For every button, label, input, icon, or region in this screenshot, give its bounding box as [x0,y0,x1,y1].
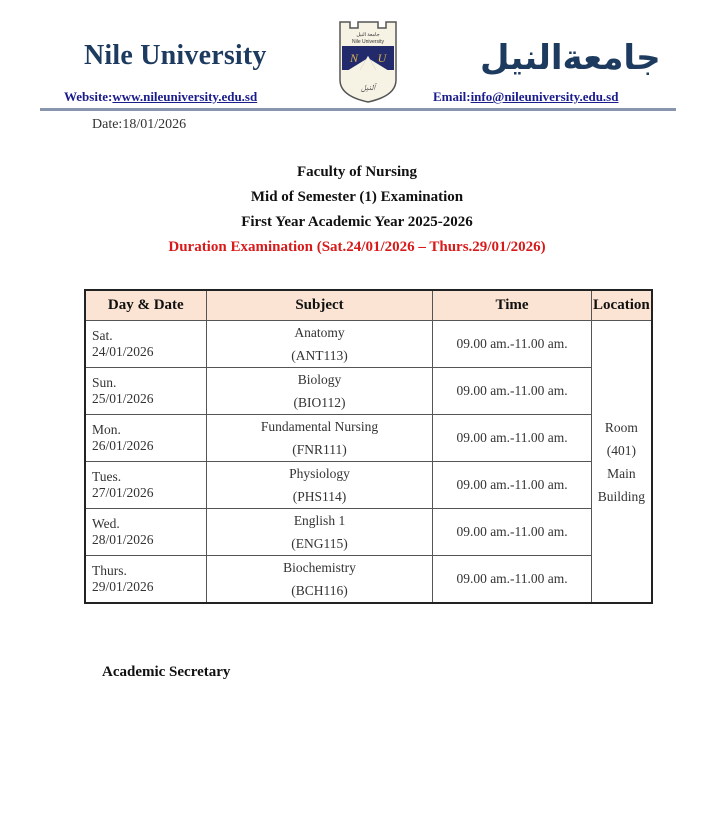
header-day-date: Day & Date [85,290,206,321]
date: 25/01/2026 [92,391,154,406]
table-row [85,462,652,509]
time-cell: 09.00 am.-11.00 am. [433,462,591,509]
document-date: Date:18/01/2026 [92,117,187,132]
subject-code: (ANT113) [291,348,348,363]
email-label: Email: [433,89,471,104]
date: 29/01/2026 [92,579,154,594]
university-logo [336,18,400,104]
website-link[interactable]: www.nileuniversity.edu.sd [112,89,258,104]
date: 28/01/2026 [92,532,154,547]
day-date-cell [85,462,206,509]
subject-name: English 1 [293,513,346,528]
logo-letter-u: U [377,51,387,65]
email-line [433,89,618,105]
logo-motto: ﭐﻟﻨﻴﻞ [361,83,375,92]
day-date-cell [85,415,206,462]
subject-code: (FNR111) [292,442,347,457]
subject-cell [206,462,433,509]
day-date-cell [85,509,206,556]
website-line [64,89,257,105]
subject-name: Fundamental Nursing [260,419,379,434]
date: 27/01/2026 [92,485,154,500]
day-date-cell [85,321,206,368]
time-cell: 09.00 am.-11.00 am. [433,509,591,556]
date: 26/01/2026 [92,438,154,453]
day-date-cell [85,368,206,415]
location-cell [591,321,652,604]
day: Sat. [92,328,113,343]
duration-title: Duration Examination (Sat.24/01/2026 – Thurs.29/01/2026) [168,239,546,255]
location-line-3: Building [597,488,645,504]
table-row [85,321,652,368]
academic-secretary-signature: Academic Secretary [102,664,231,680]
logo-arabic-text: جامعة النيل [356,33,380,38]
time-cell: 09.00 am.-11.00 am. [433,368,591,415]
table-row [85,556,652,604]
subject-cell [206,368,433,415]
exam-schedule-table [84,289,653,604]
table-header-row [85,290,652,321]
subject-code: (BCH116) [291,583,348,598]
subject-cell [206,556,433,604]
subject-cell [206,509,433,556]
email-link[interactable]: info@nileuniversity.edu.sd [470,89,619,104]
day: Wed. [92,516,120,531]
logo-letter-n: N [349,51,359,65]
day: Sun. [92,375,117,390]
subject-cell [206,321,433,368]
day: Tues. [92,469,122,484]
header-subject: Subject [206,290,433,321]
date: 24/01/2026 [92,344,154,359]
location-line-2: Main [607,465,636,481]
day: Thurs. [92,563,127,578]
header-time: Time [433,290,591,321]
faculty-title: Faculty of Nursing [297,164,417,180]
subject-code: (BIO112) [293,395,346,410]
subject-name: Physiology [289,466,350,481]
subject-name: Biochemistry [283,560,356,575]
subject-name: Anatomy [294,325,345,340]
subject-code: (PHS114) [292,489,347,504]
time-cell: 09.00 am.-11.00 am. [433,556,591,604]
table-row [85,509,652,556]
time-cell: 09.00 am.-11.00 am. [433,415,591,462]
subject-name: Biology [297,372,342,387]
website-label: Website: [64,89,113,104]
university-name-english: Nile University [84,40,267,71]
university-name-arabic: جامعةالنيل [480,38,661,78]
table-row [85,415,652,462]
time-cell: 09.00 am.-11.00 am. [433,321,591,368]
subject-cell [206,415,433,462]
exam-title: Mid of Semester (1) Examination [250,189,464,205]
header-divider [40,108,676,111]
table-row [85,368,652,415]
subject-code: (ENG115) [291,536,348,551]
header-location: Location [591,290,652,321]
day: Mon. [92,422,121,437]
academic-year-title: First Year Academic Year 2025-2026 [241,214,473,230]
logo-english-text: Nile University [352,39,384,45]
day-date-cell [85,556,206,604]
location-line-1: Room (401) [604,419,638,458]
